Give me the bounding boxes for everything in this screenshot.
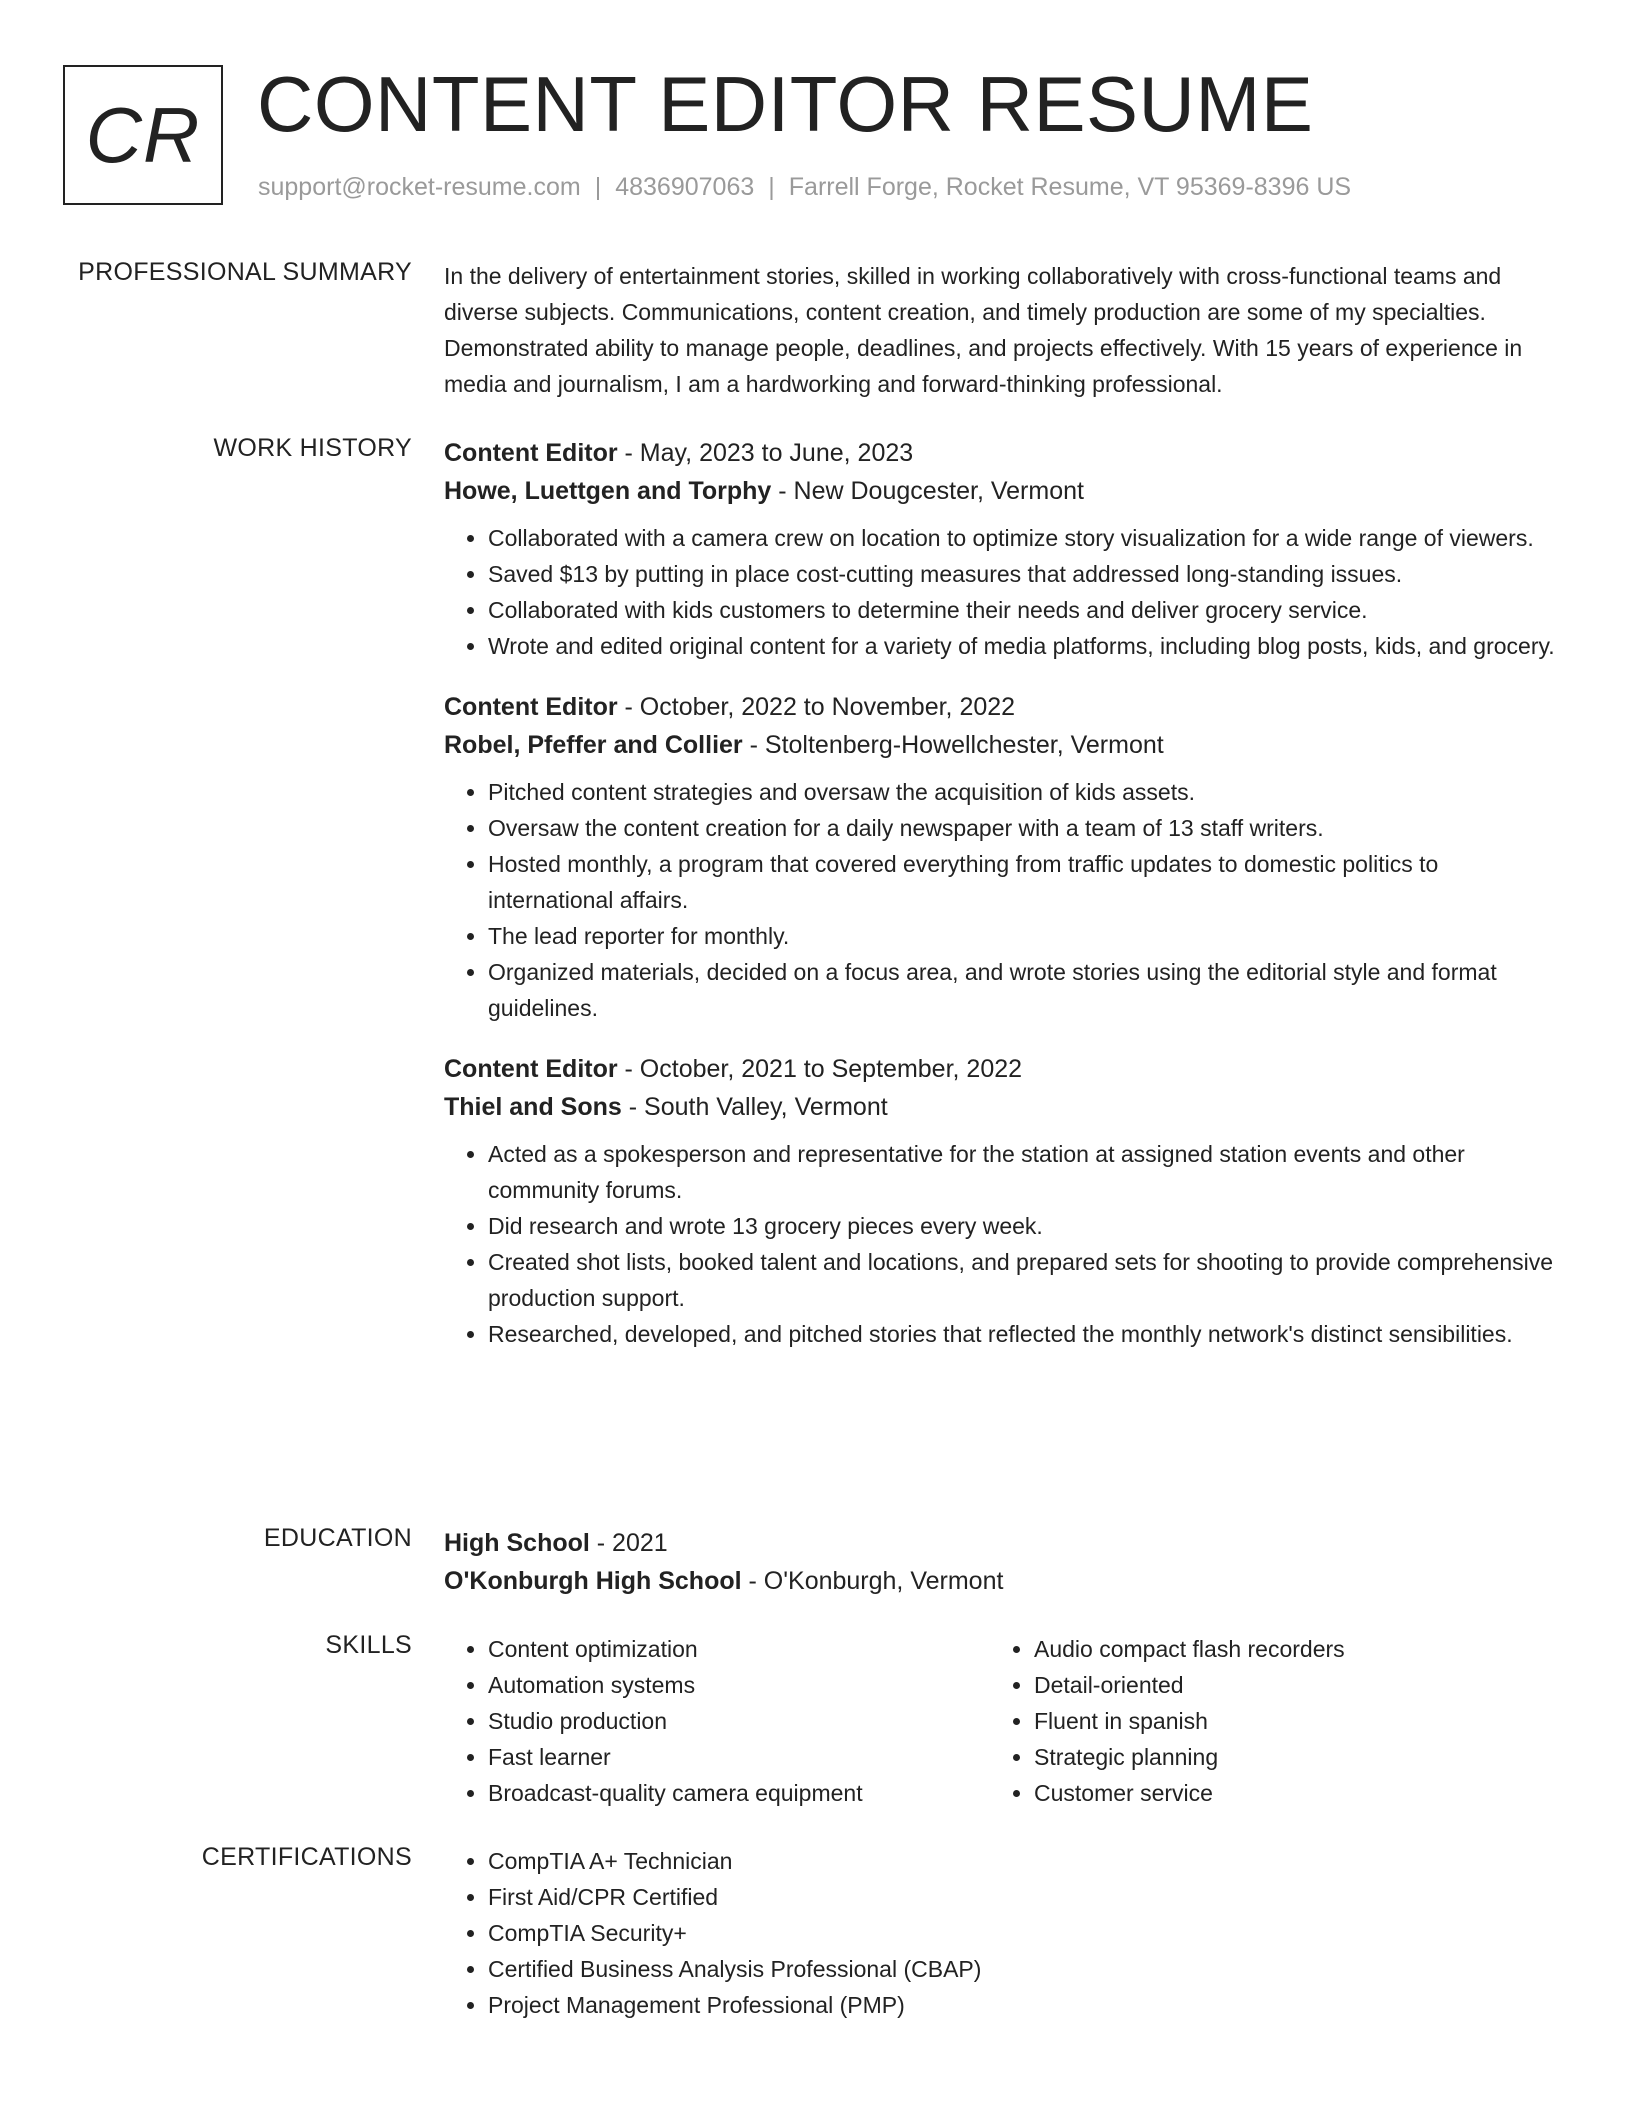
job-bullet: • Researched, developed, and pitched stories that reflected the monthly network's distinct sensibilities. xyxy=(488,1316,1556,1352)
job-bullet-list xyxy=(444,1136,1556,1352)
job-dates: - October, 2022 to November, 2022 xyxy=(617,693,1016,721)
job-bullet: • The lead reporter for monthly. xyxy=(488,918,1556,954)
contact-phone: 4836907063 xyxy=(615,173,755,201)
skill-item: • Strategic planning xyxy=(1034,1739,1536,1775)
education-body xyxy=(444,1524,1556,1600)
skills-column-left xyxy=(444,1631,990,1811)
job-company-line xyxy=(444,1088,1556,1126)
job-company: Thiel and Sons xyxy=(444,1093,622,1121)
job-bullet: • Hosted monthly, a program that covered everything from traffic updates to domestic politics to international affairs. xyxy=(488,846,1556,918)
job-bullet: • Oversaw the content creation for a daily newspaper with a team of 13 staff writers. xyxy=(488,810,1556,846)
contact-separator: | xyxy=(594,173,602,201)
skills-heading: SKILLS xyxy=(325,1631,412,1659)
job-dates: - October, 2021 to September, 2022 xyxy=(617,1055,1023,1083)
education-degree-line xyxy=(444,1524,1556,1562)
job-bullet: • Wrote and edited original content for a variety of media platforms, including blog posts, kids, and grocery. xyxy=(488,628,1556,664)
skill-item: • Fluent in spanish xyxy=(1034,1703,1536,1739)
contact-email: support@rocket-resume.com xyxy=(258,173,581,201)
job-title: Content Editor xyxy=(444,693,618,721)
skills-list-right xyxy=(990,1631,1536,1811)
education-heading: EDUCATION xyxy=(263,1524,412,1552)
job-company: Robel, Pfeffer and Collier xyxy=(444,731,743,759)
job-title: Content Editor xyxy=(444,1055,618,1083)
job-entry xyxy=(444,434,1556,664)
contact-address: Farrell Forge, Rocket Resume, VT 95369-8396 US xyxy=(788,173,1352,201)
job-bullet-list xyxy=(444,520,1556,664)
contact-separator: | xyxy=(768,173,775,201)
job-bullet: • Created shot lists, booked talent and locations, and prepared sets for shooting to provide comprehensive production support. xyxy=(488,1244,1556,1316)
job-bullet: • Saved $13 by putting in place cost-cutting measures that addressed long-standing issues. xyxy=(488,556,1556,592)
education-year: - 2021 xyxy=(589,1529,668,1557)
contact-line xyxy=(258,173,1351,202)
resume-title: CONTENT EDITOR RESUME xyxy=(257,60,1314,148)
skill-item: • Studio production xyxy=(488,1703,990,1739)
job-bullet: • Pitched content strategies and oversaw the acquisition of kids assets. xyxy=(488,774,1556,810)
skills-column-right xyxy=(990,1631,1536,1811)
work-history-body xyxy=(444,434,1556,1352)
job-bullet: • Organized materials, decided on a focus area, and wrote stories using the editorial style and format guidelines. xyxy=(488,954,1556,1026)
job-bullet-list xyxy=(444,774,1556,1026)
education-degree: High School xyxy=(444,1529,590,1557)
job-location: - South Valley, Vermont xyxy=(621,1093,888,1121)
job-title-line xyxy=(444,688,1556,726)
skill-item: • Detail-oriented xyxy=(1034,1667,1536,1703)
job-entry xyxy=(444,1050,1556,1352)
summary-text: In the delivery of entertainment stories, skilled in working collaboratively with cross-functional teams and diverse subjects. Communications, content creation, and timely production are some of my specialties. Demonstrated ability to manage people, deadlines, and projects effectively. With 15 years of experience in media and journalism, I am a hardworking and forward-thinking professional. xyxy=(444,263,1523,397)
monogram-logo: CR xyxy=(63,65,223,205)
job-title-line xyxy=(444,434,1556,472)
summary-body xyxy=(444,258,1556,402)
skills-body xyxy=(444,1631,1556,1811)
job-location: - Stoltenberg-Howellchester, Vermont xyxy=(742,731,1164,759)
skill-item: • Automation systems xyxy=(488,1667,990,1703)
education-school-line xyxy=(444,1562,1556,1600)
skill-item: • Customer service xyxy=(1034,1775,1536,1811)
certifications-heading: CERTIFICATIONS xyxy=(201,1843,412,1871)
skill-item: • Content optimization xyxy=(488,1631,990,1667)
job-location: - New Dougcester, Vermont xyxy=(771,477,1084,505)
job-bullet: • Collaborated with kids customers to determine their needs and deliver grocery service. xyxy=(488,592,1556,628)
education-school: O'Konburgh High School xyxy=(444,1567,742,1595)
certification-item: • First Aid/CPR Certified xyxy=(488,1879,1556,1915)
job-bullet: • Did research and wrote 13 grocery pieces every week. xyxy=(488,1208,1556,1244)
job-entry xyxy=(444,688,1556,1026)
skill-item: • Fast learner xyxy=(488,1739,990,1775)
work-history-heading: WORK HISTORY xyxy=(213,434,412,462)
job-title-line xyxy=(444,1050,1556,1088)
certification-item: • Certified Business Analysis Professional (CBAP) xyxy=(488,1951,1556,1987)
job-company: Howe, Luettgen and Torphy xyxy=(444,477,772,505)
certifications-body xyxy=(444,1843,1556,2023)
certification-item: • Project Management Professional (PMP) xyxy=(488,1987,1556,2023)
education-location: - O'Konburgh, Vermont xyxy=(741,1567,1004,1595)
job-bullet: • Collaborated with a camera crew on location to optimize story visualization for a wide range of viewers. xyxy=(488,520,1556,556)
job-dates: - May, 2023 to June, 2023 xyxy=(617,439,914,467)
job-company-line xyxy=(444,726,1556,764)
summary-heading: PROFESSIONAL SUMMARY xyxy=(78,258,412,286)
resume-header xyxy=(63,60,1563,210)
certification-item: • CompTIA A+ Technician xyxy=(488,1843,1556,1879)
skill-item: • Broadcast-quality camera equipment xyxy=(488,1775,990,1811)
job-title: Content Editor xyxy=(444,439,618,467)
skill-item: • Audio compact flash recorders xyxy=(1034,1631,1536,1667)
skills-list-left xyxy=(444,1631,990,1811)
job-company-line xyxy=(444,472,1556,510)
certification-item: • CompTIA Security+ xyxy=(488,1915,1556,1951)
job-bullet: • Acted as a spokesperson and representative for the station at assigned station events and other community forums. xyxy=(488,1136,1556,1208)
certifications-list xyxy=(444,1843,1556,2023)
